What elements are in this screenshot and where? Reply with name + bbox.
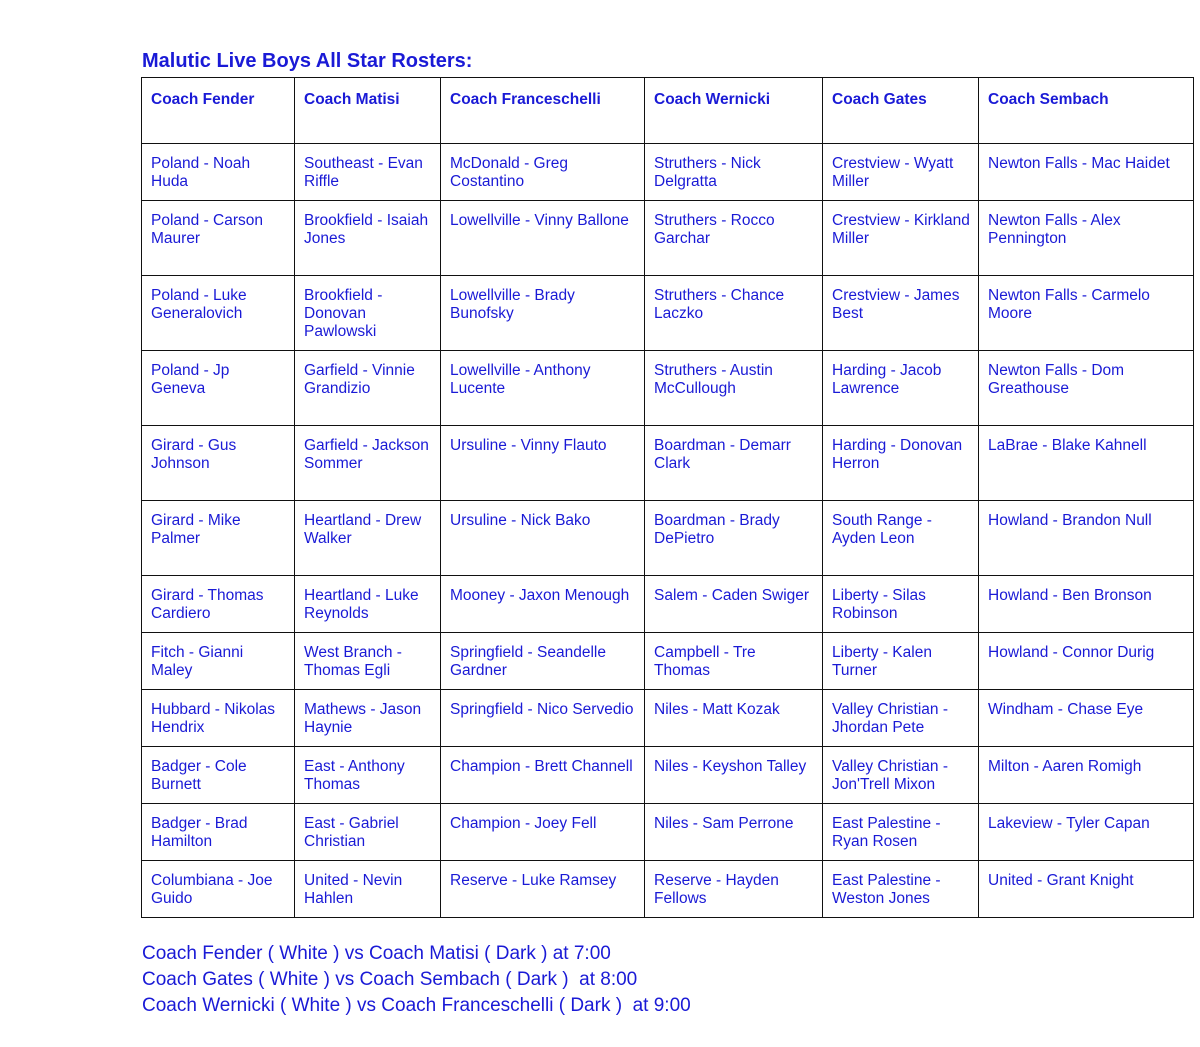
coach-header: Coach Gates — [823, 78, 979, 144]
player-cell: East - Anthony Thomas — [295, 747, 441, 804]
player-cell: Howland - Connor Durig — [979, 633, 1194, 690]
player-cell: Newton Falls - Alex Pennington — [979, 201, 1194, 276]
table-row — [142, 144, 1194, 201]
player-cell: Reserve - Hayden Fellows — [645, 861, 823, 918]
player-cell: Girard - Thomas Cardiero — [142, 576, 295, 633]
schedule-line: Coach Fender ( White ) vs Coach Matisi ( Dark ) at 7:00 — [142, 943, 611, 964]
player-cell: Girard - Gus Johnson — [142, 426, 295, 501]
player-cell: Crestview - James Best — [823, 276, 979, 351]
player-cell: East - Gabriel Christian — [295, 804, 441, 861]
player-cell: South Range - Ayden Leon — [823, 501, 979, 576]
player-cell: Liberty - Silas Robinson — [823, 576, 979, 633]
coach-header: Coach Sembach — [979, 78, 1194, 144]
player-cell: Niles - Matt Kozak — [645, 690, 823, 747]
player-cell: Windham - Chase Eye — [979, 690, 1194, 747]
player-cell: Lowellville - Anthony Lucente — [441, 351, 645, 426]
player-cell: Lakeview - Tyler Capan — [979, 804, 1194, 861]
table-row — [142, 276, 1194, 351]
player-cell: United - Nevin Hahlen — [295, 861, 441, 918]
player-cell: United - Grant Knight — [979, 861, 1194, 918]
table-row — [142, 804, 1194, 861]
player-cell: Mooney - Jaxon Menough — [441, 576, 645, 633]
player-cell: Valley Christian - Jhordan Pete — [823, 690, 979, 747]
coach-header: Coach Matisi — [295, 78, 441, 144]
player-cell: Columbiana - Joe Guido — [142, 861, 295, 918]
table-row — [142, 351, 1194, 426]
player-cell: Springfield - Seandelle Gardner — [441, 633, 645, 690]
player-cell: East Palestine - Ryan Rosen — [823, 804, 979, 861]
table-row — [142, 690, 1194, 747]
player-cell: Niles - Sam Perrone — [645, 804, 823, 861]
game-schedule — [142, 941, 691, 1019]
player-cell: Liberty - Kalen Turner — [823, 633, 979, 690]
player-cell: Campbell - Tre Thomas — [645, 633, 823, 690]
player-cell: Lowellville - Vinny Ballone — [441, 201, 645, 276]
player-cell: Newton Falls - Carmelo Moore — [979, 276, 1194, 351]
player-cell: Poland - Luke Generalovich — [142, 276, 295, 351]
page-title: Malutic Live Boys All Star Rosters: — [142, 50, 473, 72]
table-row — [142, 426, 1194, 501]
player-cell: Howland - Brandon Null — [979, 501, 1194, 576]
player-cell: Newton Falls - Mac Haidet — [979, 144, 1194, 201]
player-cell: Garfield - Jackson Sommer — [295, 426, 441, 501]
player-cell: Poland - Jp Geneva — [142, 351, 295, 426]
player-cell: Crestview - Wyatt Miller — [823, 144, 979, 201]
header-row — [142, 78, 1194, 144]
player-cell: Milton - Aaren Romigh — [979, 747, 1194, 804]
player-cell: Heartland - Drew Walker — [295, 501, 441, 576]
player-cell: Fitch - Gianni Maley — [142, 633, 295, 690]
player-cell: Howland - Ben Bronson — [979, 576, 1194, 633]
player-cell: Struthers - Austin McCullough — [645, 351, 823, 426]
player-cell: Springfield - Nico Servedio — [441, 690, 645, 747]
player-cell: Girard - Mike Palmer — [142, 501, 295, 576]
player-cell: Harding - Jacob Lawrence — [823, 351, 979, 426]
player-cell: Harding - Donovan Herron — [823, 426, 979, 501]
player-cell: Niles - Keyshon Talley — [645, 747, 823, 804]
player-cell: Heartland - Luke Reynolds — [295, 576, 441, 633]
table-row — [142, 861, 1194, 918]
player-cell: Struthers - Rocco Garchar — [645, 201, 823, 276]
table-row — [142, 576, 1194, 633]
player-cell: Newton Falls - Dom Greathouse — [979, 351, 1194, 426]
player-cell: LaBrae - Blake Kahnell — [979, 426, 1194, 501]
table-row — [142, 633, 1194, 690]
player-cell: Badger - Cole Burnett — [142, 747, 295, 804]
player-cell: Struthers - Nick Delgratta — [645, 144, 823, 201]
coach-header: Coach Fender — [142, 78, 295, 144]
player-cell: Champion - Brett Channell — [441, 747, 645, 804]
coach-header: Coach Franceschelli — [441, 78, 645, 144]
schedule-line: Coach Wernicki ( White ) vs Coach Franceschelli ( Dark ) at 9:00 — [142, 995, 691, 1016]
player-cell: Crestview - Kirkland Miller — [823, 201, 979, 276]
player-cell: Boardman - Demarr Clark — [645, 426, 823, 501]
player-cell: Mathews - Jason Haynie — [295, 690, 441, 747]
player-cell: Garfield - Vinnie Grandizio — [295, 351, 441, 426]
player-cell: Lowellville - Brady Bunofsky — [441, 276, 645, 351]
player-cell: Salem - Caden Swiger — [645, 576, 823, 633]
player-cell: West Branch - Thomas Egli — [295, 633, 441, 690]
table-row — [142, 501, 1194, 576]
player-cell: McDonald - Greg Costantino — [441, 144, 645, 201]
player-cell: Brookfield - Donovan Pawlowski — [295, 276, 441, 351]
player-cell: Valley Christian - Jon'Trell Mixon — [823, 747, 979, 804]
player-cell: Ursuline - Vinny Flauto — [441, 426, 645, 501]
player-cell: Champion - Joey Fell — [441, 804, 645, 861]
player-cell: Boardman - Brady DePietro — [645, 501, 823, 576]
player-cell: East Palestine - Weston Jones — [823, 861, 979, 918]
player-cell: Poland - Noah Huda — [142, 144, 295, 201]
player-cell: Reserve - Luke Ramsey — [441, 861, 645, 918]
schedule-line: Coach Gates ( White ) vs Coach Sembach ( Dark ) at 8:00 — [142, 969, 638, 990]
player-cell: Ursuline - Nick Bako — [441, 501, 645, 576]
player-cell: Brookfield - Isaiah Jones — [295, 201, 441, 276]
player-cell: Southeast - Evan Riffle — [295, 144, 441, 201]
player-cell: Hubbard - Nikolas Hendrix — [142, 690, 295, 747]
player-cell: Badger - Brad Hamilton — [142, 804, 295, 861]
coach-header: Coach Wernicki — [645, 78, 823, 144]
roster-table — [141, 77, 1194, 918]
player-cell: Poland - Carson Maurer — [142, 201, 295, 276]
table-row — [142, 201, 1194, 276]
player-cell: Struthers - Chance Laczko — [645, 276, 823, 351]
table-row — [142, 747, 1194, 804]
